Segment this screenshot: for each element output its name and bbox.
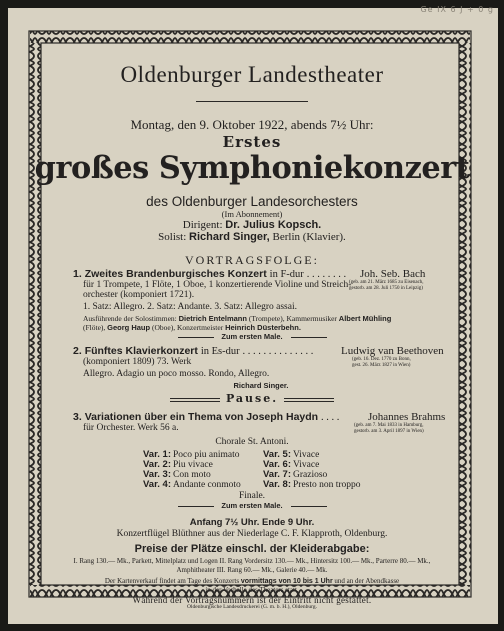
piece-3-number: 3. xyxy=(73,411,82,423)
variation-tempo: Andante conmoto xyxy=(173,480,241,490)
variation-label: Var. 8: xyxy=(263,479,291,490)
variation-tempo: Poco piu animato xyxy=(173,450,240,460)
presale-text: Der Kartenverkauf findet am Tage des Konzerts xyxy=(104,577,240,585)
piece-1-first-time: Zum ersten Male. xyxy=(221,332,283,341)
date-line: Montag, den 9. Oktober 1922, abends 7½ Uhr: xyxy=(130,117,374,132)
soloist-detail: Berlin (Klavier). xyxy=(272,231,346,243)
variation-row xyxy=(143,459,263,469)
piece-3-scoring: für Orchester. Werk 56 a. xyxy=(83,423,179,433)
variation-label: Var. 3: xyxy=(143,469,171,480)
piece-1-composer-dates-2: gestorb. am 28. Juli 1750 in Leipzig) xyxy=(349,285,423,291)
piece-1-title: Zweites Brandenburgisches Konzert xyxy=(84,268,267,280)
variation-label: Var. 2: xyxy=(143,459,171,470)
piece-2-composer-dates-1: (geb. 16. Dez. 1770 zu Bonn, xyxy=(352,357,411,362)
conductor-name: Dr. Julius Kopsch. xyxy=(225,219,322,231)
variation-label: Var. 1: xyxy=(143,449,171,460)
prices-line-2: Amphitheater III. Rang 60.— Mk., Galerie 40.— Mk. xyxy=(176,566,328,574)
piece-3-chorale: Chorale St. Antoni. xyxy=(215,437,289,447)
piece-1-heading xyxy=(73,268,346,280)
piece-2-dots: . . . . . . . . . . . . . . xyxy=(242,346,314,357)
printer-imprint: Oldenburgische Landesdruckerei (G. m. b. H.), Oldenburg. xyxy=(187,604,317,610)
variations-left-column xyxy=(143,449,263,489)
piano-supplier-note: Konzertflügel Blüthner aus der Niederlage C. F. Klapproth, Oldenburg. xyxy=(116,529,388,539)
piece-1-dots: . . . . . . . . xyxy=(306,269,347,280)
pause-label: Pause. xyxy=(225,392,279,405)
piece-3-composer-dates-1: (geb. am 7. Mai 1833 in Hamburg, xyxy=(354,423,424,428)
variation-label: Var. 6: xyxy=(263,459,291,470)
piece-2-key: in Es-dur xyxy=(200,346,240,357)
piece-3-composer-dates-2: gestorb. am 3. April 1897 in Wien) xyxy=(354,428,424,434)
variation-tempo: Con moto xyxy=(173,470,211,480)
piece-1-number: 1. xyxy=(73,268,82,280)
variation-row xyxy=(143,449,263,459)
subscription-note: (Im Abonnement) xyxy=(221,209,283,219)
soloists-label: Ausführende der Solostimmen: xyxy=(83,314,177,323)
piece-1-soloists-1 xyxy=(83,314,391,323)
erstes-label: Erstes xyxy=(222,133,282,151)
variations-right-column xyxy=(263,449,383,489)
conductor-label: Dirigent: xyxy=(182,219,223,231)
piece-2-movements: Allegro. Adagio un poco mosso. Rondo, Allegro. xyxy=(83,369,270,379)
piece-3-title: Variationen über ein Thema von Joseph Haydn xyxy=(84,411,319,423)
soloist-line xyxy=(0,231,504,243)
piece-1-instrumentation-2: orchester (komponiert 1721). xyxy=(83,290,195,300)
piece-3-heading xyxy=(73,411,339,423)
piece-1-key: in F-dur xyxy=(269,269,304,280)
variation-tempo: Vivace xyxy=(293,450,320,460)
piece-2-composer-dates-2: gest. 26. März 1827 in Wien) xyxy=(352,362,411,368)
conductor-line xyxy=(0,219,504,231)
variation-row xyxy=(263,449,383,459)
soloist-role-3: (Oboe), Konzertmeister xyxy=(151,323,224,332)
presale-line-1 xyxy=(0,577,504,585)
presale-line-2: in der Vorhalle des Theaters statt. xyxy=(205,586,299,594)
concert-title: großes Symphoniekonzert xyxy=(34,150,470,186)
presale-text-2: und an der Abendkasse xyxy=(334,577,400,585)
variation-row xyxy=(263,479,383,489)
variation-row xyxy=(263,459,383,469)
piece-2-performer: Richard Singer. xyxy=(233,381,289,390)
piece-2-composer: Ludwig van Beethoven xyxy=(341,345,444,357)
piece-3-composer: Johannes Brahms xyxy=(368,411,446,423)
piece-1-composer: Joh. Seb. Bach xyxy=(360,268,426,280)
piece-1-movements: 1. Satz: Allegro. 2. Satz: Andante. 3. Satz: Allegro assai. xyxy=(83,302,297,312)
presale-hours: vormittags von 10 bis 1 Uhr xyxy=(240,578,333,585)
divider xyxy=(196,101,308,102)
orchestra-name: des Oldenburger Landesorchesters xyxy=(146,194,358,209)
prices-heading: Preise der Plätze einschl. der Kleiderabgabe: xyxy=(134,543,370,555)
soloist-name: Richard Singer, xyxy=(189,231,270,243)
soloist-role-2: (Flöte), xyxy=(83,323,106,332)
variation-tempo: Presto non troppo xyxy=(293,480,361,490)
variation-row xyxy=(143,469,263,479)
variation-tempo: Piu vivace xyxy=(173,460,213,470)
variation-row xyxy=(143,479,263,489)
piece-1-soloists-2 xyxy=(83,323,301,332)
soloist-duesterbehn: Heinrich Düsterbehn. xyxy=(225,323,301,332)
piece-1-instrumentation-1: für 1 Trompete, 1 Flöte, 1 Oboe, 1 konzertierende Violine und Streich- xyxy=(83,280,352,290)
piece-3-dots: . . . . xyxy=(321,412,340,423)
variation-tempo: Vivace xyxy=(293,460,320,470)
program-heading: VORTRAGSFOLGE: xyxy=(185,253,319,267)
piece-3-first-time: Zum ersten Male. xyxy=(221,501,283,510)
variation-label: Var. 5: xyxy=(263,449,291,460)
soloist-label: Solist: xyxy=(158,231,187,243)
variation-row xyxy=(263,469,383,479)
soloist-muehling: Albert Mühling xyxy=(338,314,392,323)
piece-2-composed: (komponiert 1809) 73. Werk xyxy=(83,357,192,367)
archive-shelfmark: Ge IX 6 J + 0 g xyxy=(420,5,494,14)
piece-2-title: Fünftes Klavierkonzert xyxy=(84,345,198,357)
theater-name: Oldenburger Landestheater xyxy=(120,62,384,87)
soloist-role-1: (Trompete), Kammermusiker xyxy=(248,314,337,323)
soloist-entelmann: Dietrich Entelmann xyxy=(178,314,247,323)
variation-tempo: Grazioso xyxy=(293,470,328,480)
variation-label: Var. 7: xyxy=(263,469,291,480)
piece-2-heading xyxy=(73,345,313,357)
variation-label: Var. 4: xyxy=(143,479,171,490)
piece-2-number: 2. xyxy=(73,345,82,357)
piece-3-finale: Finale. xyxy=(238,491,266,501)
start-end-times: Anfang 7½ Uhr. Ende 9 Uhr. xyxy=(189,517,315,528)
soloist-haup: Georg Haup xyxy=(107,323,151,332)
prices-line-1: I. Rang 130.— Mk., Parkett, Mittelplatz und Logen II. Rang Vordersitz 130.— Mk., Hintersitz 100.— Mk., Parterre 80.— Mk., xyxy=(73,557,431,565)
piece-1-composer-dates-1: (geb. am 21. März 1685 zu Eisenach, xyxy=(349,280,424,285)
no-entry-note: Während der Vortragsnummern ist der Eintritt nicht gestattet. xyxy=(132,595,372,605)
